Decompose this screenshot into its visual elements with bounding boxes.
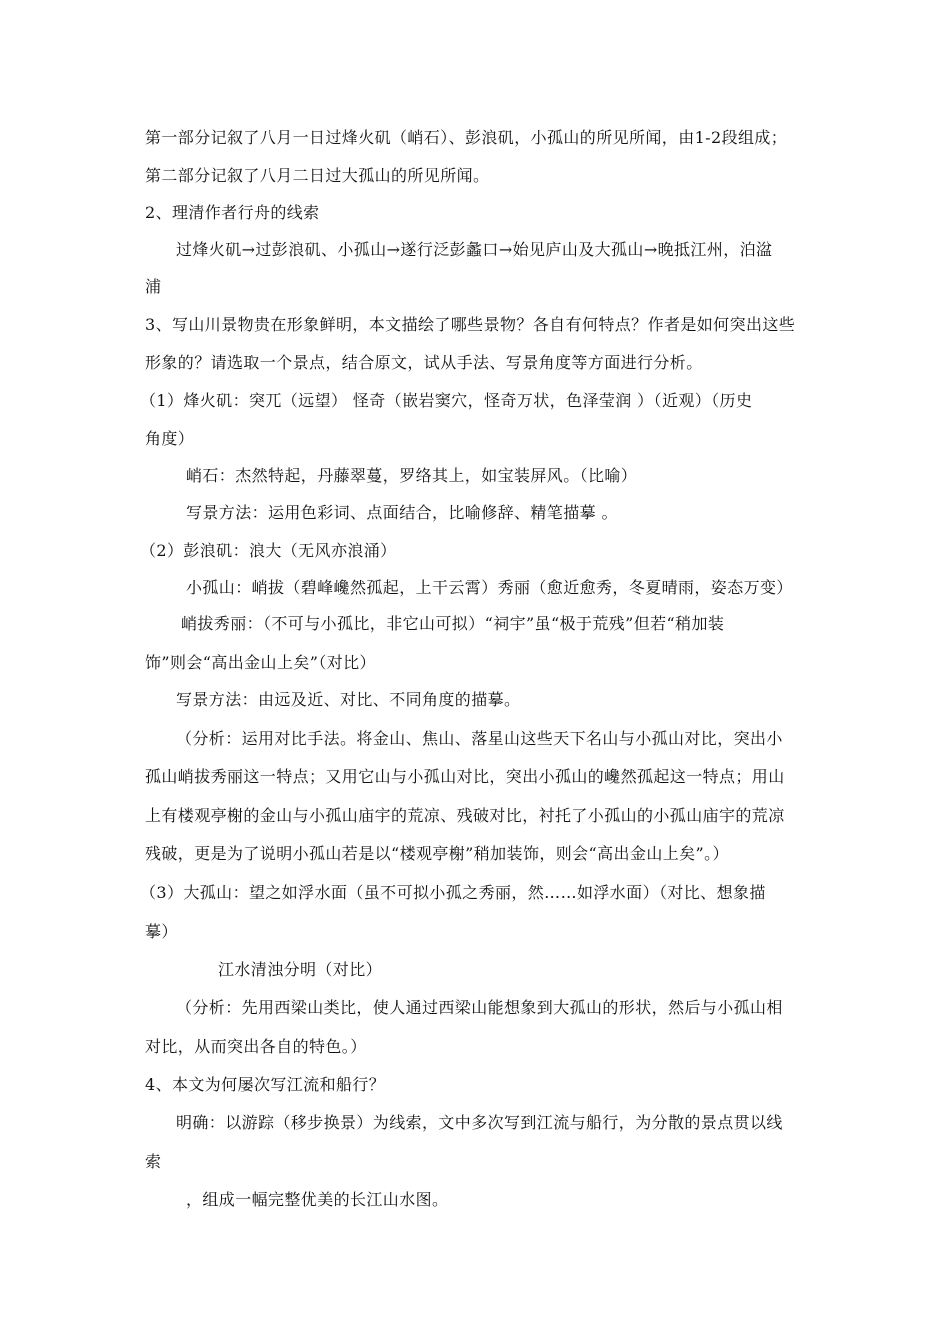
text-line: 第二部分记叙了八月二日过大孤山的所见所闻。 bbox=[145, 166, 490, 185]
section-heading: 2、理清作者行舟的线索 bbox=[145, 203, 320, 222]
text-line: （2）彭浪矶：浪大（无风亦浪涌） bbox=[140, 541, 397, 560]
text-line: 明确：以游踪（移步换景）为线索，文中多次写到江流与船行，为分散的景点贯以线 bbox=[176, 1113, 783, 1132]
text-line: 上有楼观亭榭的金山与小孤山庙宇的荒凉、残破对比，衬托了小孤山的小孤山庙宇的荒凉 bbox=[145, 806, 785, 825]
text-line: 索 bbox=[145, 1152, 162, 1171]
text-line: 过烽火矶→过彭浪矶、小孤山→遂行泛彭蠡口→始见庐山及大孤山→晚抵江州，泊湓 bbox=[176, 240, 773, 259]
text-line: 江水清浊分明（对比） bbox=[218, 960, 383, 979]
text-line: 角度） bbox=[145, 429, 195, 448]
text-line: 饰”则会“高出金山上矣”（对比） bbox=[145, 653, 376, 672]
text-line: 残破，更是为了说明小孤山若是以“楼观亭榭”稍加装饰，则会“高出金山上矣”。） bbox=[145, 844, 729, 863]
text-line: （1）烽火矶：突兀（远望） 怪奇（嵌岩窦穴，怪奇万状，色泽莹润 ）（近观）（历史 bbox=[140, 391, 753, 410]
text-line: （分析：运用对比手法。将金山、焦山、落星山这些天下名山与小孤山对比，突出小 bbox=[176, 729, 783, 748]
text-line: ，组成一幅完整优美的长江山水图。 bbox=[186, 1190, 449, 1209]
text-line: 峭拔秀丽：（不可与小孤比，非它山可拟）“祠宇”虽“极于荒残”但若“稍加装 bbox=[181, 614, 725, 633]
section-heading: 3、写山川景物贵在形象鲜明，本文描绘了哪些景物？各自有何特点？作者是如何突出这些 bbox=[145, 315, 796, 334]
text-line: 形象的？请选取一个景点，结合原文，试从手法、写景角度等方面进行分析。 bbox=[145, 353, 703, 372]
text-line: 小孤山：峭拔（碧峰巉然孤起，上干云霄）秀丽（愈近愈秀，冬夏晴雨，姿态万变） bbox=[186, 578, 793, 597]
text-line: 写景方法：由远及近、对比、不同角度的描摹。 bbox=[176, 690, 521, 709]
text-line: 浦 bbox=[145, 277, 162, 296]
text-line: 写景方法：运用色彩词、点面结合，比喻修辞、精笔描摹 。 bbox=[186, 503, 618, 522]
text-line: （3）大孤山：望之如浮水面（虽不可拟小孤之秀丽，然……如浮水面）（对比、想象描 bbox=[140, 883, 766, 902]
text-line: 对比，从而突出各自的特色。） bbox=[145, 1037, 367, 1056]
text-line: （分析：先用西梁山类比，使人通过西梁山能想象到大孤山的形状，然后与小孤山相 bbox=[176, 998, 783, 1017]
section-heading: 4、本文为何屡次写江流和船行？ bbox=[145, 1075, 386, 1094]
text-line: 孤山峭拔秀丽这一特点；又用它山与小孤山对比，突出小孤山的巉然孤起这一特点；用山 bbox=[145, 767, 785, 786]
text-line: 峭石：杰然特起，丹藤翠蔓，罗络其上，如宝装屏风。（比喻） bbox=[186, 466, 638, 485]
text-line: 第一部分记叙了八月一日过烽火矶（峭石）、彭浪矶，小孤山的所见所闻，由1-2段组成； bbox=[145, 128, 788, 147]
text-line: 摹） bbox=[145, 922, 178, 941]
